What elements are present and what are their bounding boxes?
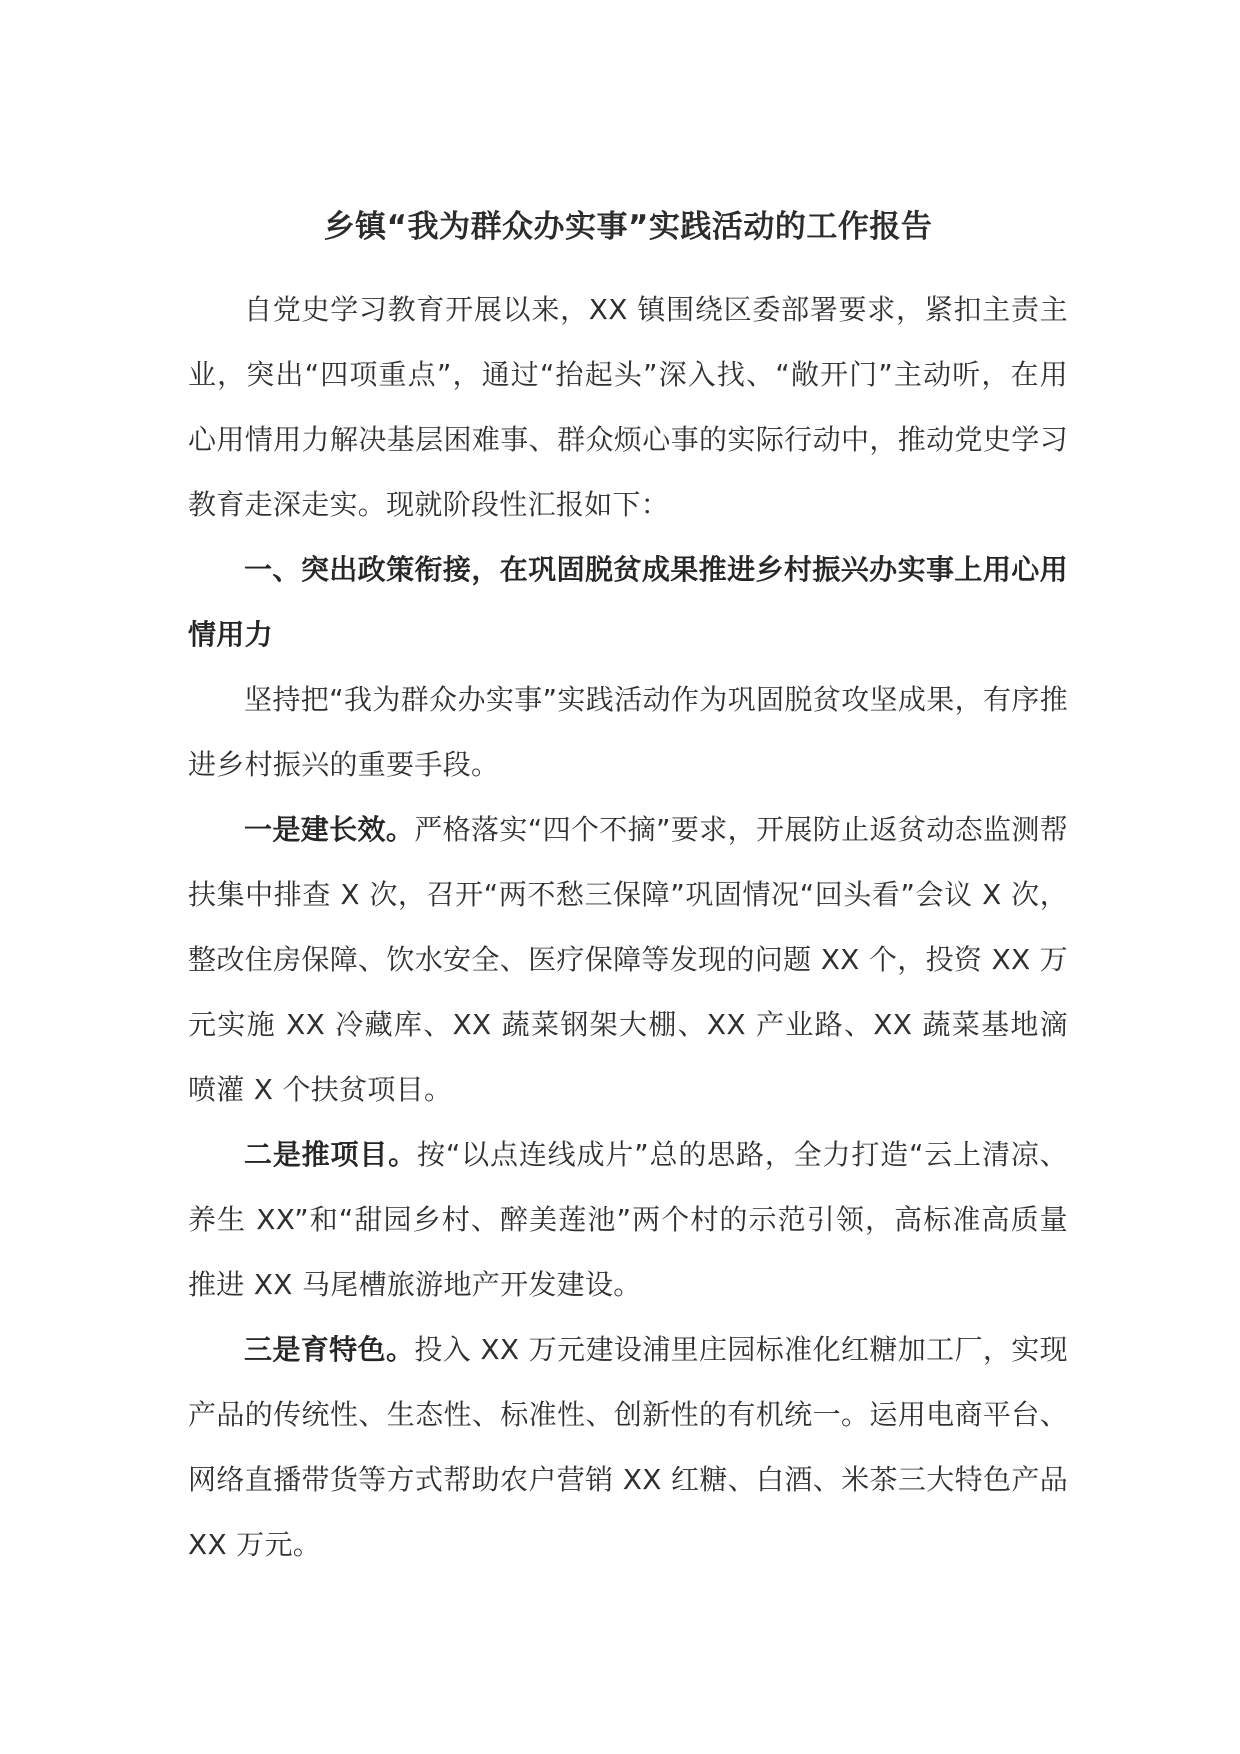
item-paragraph-3 — [188, 1317, 1068, 1577]
intro-paragraph: 自党史学习教育开展以来，XX 镇围绕区委部署要求，紧扣主责主业，突出“四项重点”，通过“抬起头”深入找、“敞开门”主动听，在用心用情用力解决基层困难事、群众烦心事的实际行动中，推动党史学习教育走深走实。现就阶段性汇报如下： — [188, 293, 1068, 521]
item-text: 投入 XX 万元建设浦里庄园标准化红糖加工厂，实现产品的传统性、生态性、标准性、创新性的有机统一。运用电商平台、网络直播带货等方式帮助农户营销 XX 红糖、白酒、米茶三大特色产品 XX 万元。 — [188, 1333, 1068, 1561]
item-paragraph-1 — [188, 797, 1068, 1122]
document-title: 乡镇“我为群众办实事”实践活动的工作报告 — [323, 209, 933, 245]
document-page — [188, 205, 1068, 1577]
item-paragraph-2 — [188, 1122, 1068, 1317]
section-heading: 一、突出政策衔接，在巩固脱贫成果推进乡村振兴办实事上用心用情用力 — [188, 553, 1068, 651]
item-lead: 二是推项目。 — [244, 1138, 417, 1171]
section-intro-paragraph: 坚持把“我为群众办实事”实践活动作为巩固脱贫攻坚成果，有序推进乡村振兴的重要手段。 — [188, 683, 1068, 781]
item-text: 按“以点连线成片”总的思路，全力打造“云上清凉、养生 XX”和“甜园乡村、醉美莲池”两个村的示范引领，高标准高质量推进 XX 马尾槽旅游地产开发建设。 — [188, 1138, 1068, 1301]
item-lead: 一是建长效。 — [244, 813, 415, 846]
item-lead: 三是育特色。 — [244, 1333, 415, 1366]
item-text: 严格落实“四个不摘”要求，开展防止返贫动态监测帮扶集中排查 X 次，召开“两不愁三保障”巩固情况“回头看”会议 X 次，整改住房保障、饮水安全、医疗保障等发现的问题 XX 个，投资 XX 万元实施 XX 冷藏库、XX 蔬菜钢架大棚、XX 产业路、XX 蔬菜基地滴喷灌 X 个扶贫项目。 — [188, 813, 1068, 1106]
